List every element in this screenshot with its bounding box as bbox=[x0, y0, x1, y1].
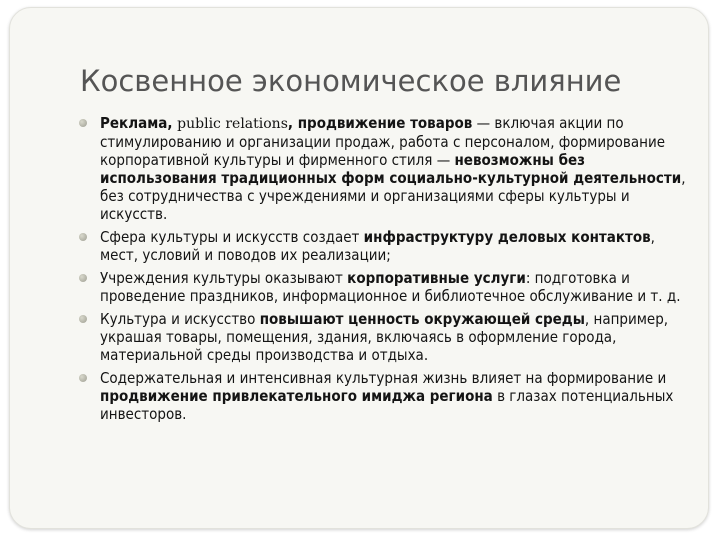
bullet-dot-icon bbox=[79, 119, 87, 127]
bullet-run: Содержательная и интенсивная культурная жизнь влияет на формирование и bbox=[100, 369, 667, 387]
bullet-emphasis: Реклама, bbox=[100, 114, 178, 132]
bullet-run: Сфера культуры и искусств создает bbox=[100, 228, 364, 246]
bullet-run: Учреждения культуры оказывают bbox=[100, 269, 348, 287]
bullet-run: — включая акции по стимулированию и организации продаж, работа с персоналом, формирование корпоративной культуры и фирменного стиля — bbox=[100, 114, 666, 169]
bullet-text bbox=[100, 114, 685, 223]
bullet-item bbox=[100, 228, 690, 264]
bullet-item bbox=[100, 114, 690, 223]
bullet-emphasis: , bbox=[287, 114, 298, 132]
bullet-list bbox=[100, 114, 690, 428]
bullet-text bbox=[100, 310, 668, 364]
bullet-dot-icon bbox=[79, 274, 87, 282]
bullet-emphasis: корпоративные услуги bbox=[347, 269, 526, 287]
bullet-emphasis: невозможны без использования традиционных форм социально-культурной деятельности bbox=[100, 151, 682, 187]
bullet-emphasis: продвижение привлекательного имиджа региона bbox=[100, 387, 493, 405]
bullet-run: , мест, условий и поводов их реализации; bbox=[100, 228, 655, 264]
slide-title: Косвенное экономическое влияние bbox=[80, 64, 622, 98]
bullet-text bbox=[100, 269, 680, 305]
bullet-run: Культура и искусство bbox=[100, 310, 260, 328]
bullet-emphasis: инфраструктуру деловых контактов bbox=[363, 228, 651, 246]
bullet-dot-icon bbox=[79, 233, 87, 241]
bullet-run: , например, украшая товары, помещения, здания, включаясь в оформление города, материальной среды производства и отдыха. bbox=[100, 310, 669, 364]
bullet-emphasis: повышают ценность окружающей среды bbox=[259, 310, 585, 328]
bullet-run: в глазах потенциальных инвесторов. bbox=[100, 387, 674, 423]
bullet-item bbox=[100, 310, 690, 364]
bullet-run: public relations bbox=[177, 116, 288, 132]
bullet-dot-icon bbox=[79, 315, 87, 323]
bullet-text bbox=[100, 369, 673, 423]
bullet-dot-icon bbox=[79, 374, 87, 382]
bullet-run: : подготовка и проведение праздников, информационное и библиотечное обслуживание и т. д. bbox=[100, 269, 681, 305]
bullet-run: , без сотрудничества с учреждениями и организациями сферы культуры и искусств. bbox=[100, 169, 686, 223]
bullet-emphasis: продвижение товаров bbox=[297, 114, 473, 132]
bullet-item bbox=[100, 269, 690, 305]
bullet-text bbox=[100, 228, 655, 264]
bullet-item bbox=[100, 369, 690, 423]
